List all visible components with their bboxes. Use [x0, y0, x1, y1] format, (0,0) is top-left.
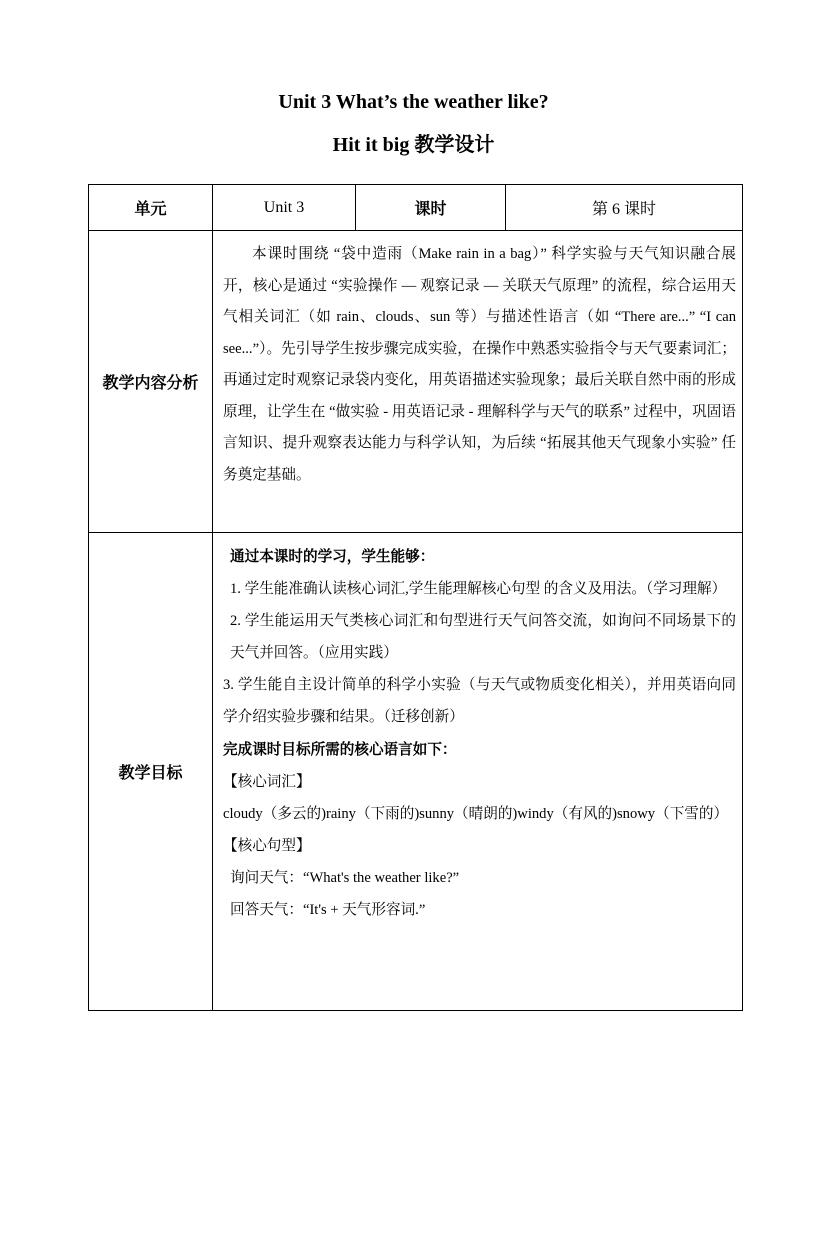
unit-label-cell: 单元 [89, 185, 213, 231]
content-analysis-row [89, 231, 743, 533]
content-analysis-label-cell: 教学内容分析 [89, 231, 213, 533]
core-language-heading: 完成课时目标所需的核心语言如下： [223, 741, 457, 758]
lesson-info-table [88, 184, 743, 1011]
objective-item-1: 1. 学生能准确认读核心词汇,学生能理解核心句型 的含义及用法。（学习理解） [230, 581, 727, 598]
vocab-heading: 【核心词汇】 [223, 773, 311, 790]
objective-item-3: 3. 学生能自主设计简单的科学小实验（与天气或物质变化相关），并用英语向同学介绍实验步骤和结果。（迁移创新） [223, 677, 736, 726]
content-analysis-paragraph: 本课时围绕 “袋中造雨（Make rain in a bag）” 科学实验与天气知识融合展开，核心是通过 “实验操作 — 观察记录 — 关联天气原理” 的流程，综合运用天气相关词汇（如 rain、clouds、sun 等）与描述性语言（如 “There are...” “I can see...”）。先引导学生按步骤完成实验，在操作中熟悉实验指令与天气要素词汇；再通过定时观察记录袋内变化，用英语描述实验现象；最后关联自然中雨的形成原理，让学生在 “做实验 - 用英语记录 - 理解科学与天气的联系” 过程中，巩固语言知识、提升观察表达能力与科学认知，为后续 “拓展其他天气现象小实验” 任务奠定基础。 [223, 246, 736, 483]
doc-subtitle: Hit it big 教学设计 [332, 134, 495, 156]
content-analysis-cell [213, 231, 743, 533]
unit-value-cell: Unit 3 [213, 185, 356, 231]
vocab-line: cloudy（多云的)rainy（下雨的)sunny（晴朗的)windy（有风的)snowy（下雪的） [223, 805, 729, 822]
sentence-heading: 【核心句型】 [223, 837, 311, 854]
objectives-label-cell: 教学目标 [89, 533, 213, 1011]
period-label-cell: 课时 [356, 185, 506, 231]
period-value-cell: 第 6 课时 [506, 185, 743, 231]
doc-title: Unit 3 What’s the weather like? [278, 91, 549, 113]
ask-weather-sentence: 询问天气：“What's the weather like?” [230, 869, 460, 886]
objective-item-2: 2. 学生能运用天气类核心词汇和句型进行天气问答交流，如询问不同场景下的天气并回答。（应用实践） [230, 613, 736, 662]
objectives-cell [213, 533, 743, 1011]
document-page [0, 86, 827, 1255]
table-header-row [89, 185, 743, 231]
objectives-row [89, 533, 743, 1011]
objectives-intro: 通过本课时的学习，学生能够： [230, 549, 435, 565]
answer-weather-sentence: 回答天气：“It's + 天气形容词.” [230, 902, 426, 919]
